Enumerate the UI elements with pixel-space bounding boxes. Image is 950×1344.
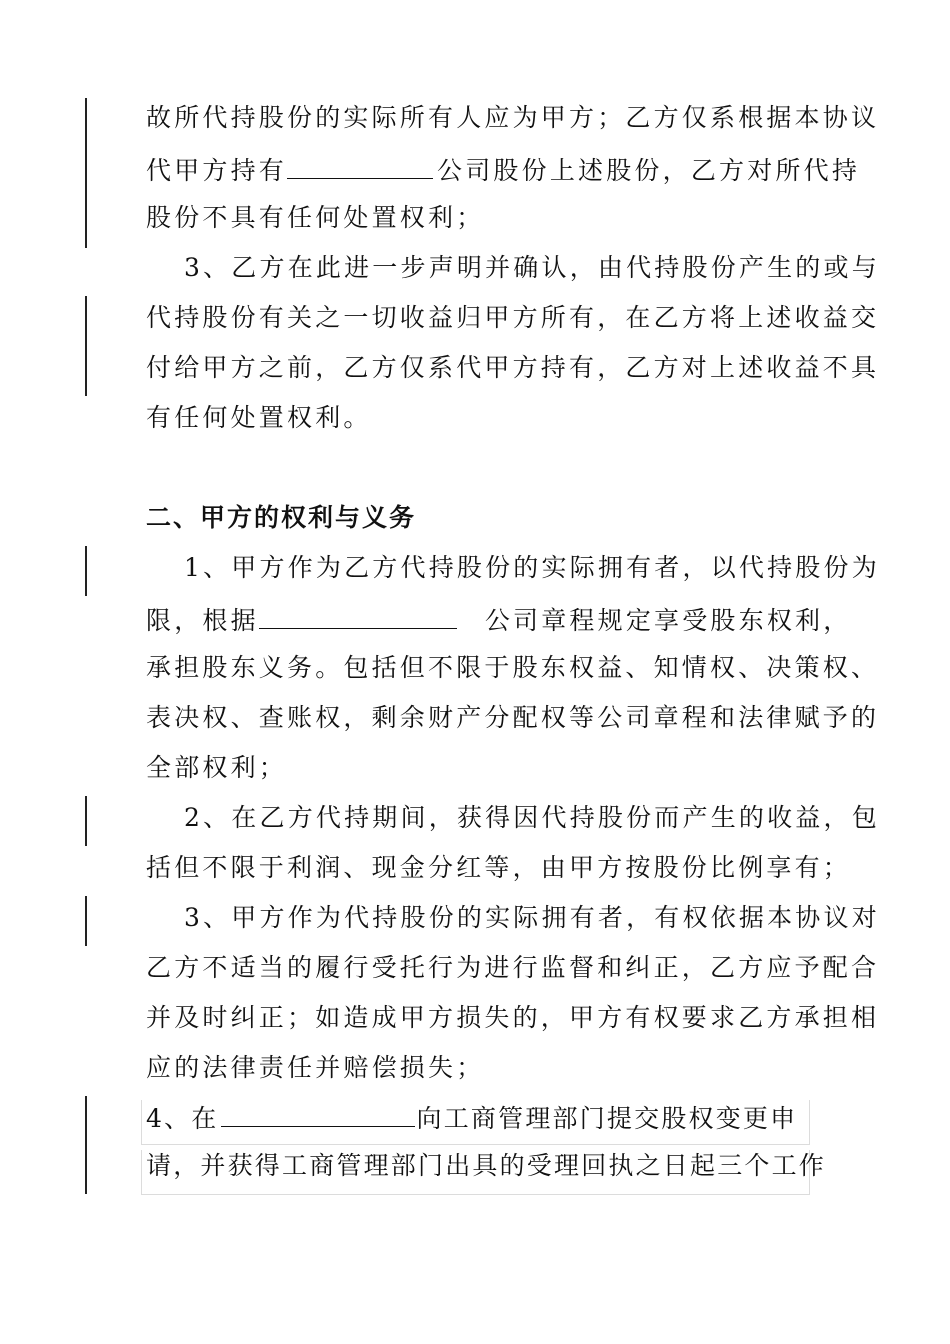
company-name-blank[interactable]: [287, 152, 433, 179]
paragraph-line: 股份不具有任何处置权利；: [146, 203, 485, 232]
paragraph-line: 括但不限于利润、现金分红等，由甲方按股份比例享有；: [146, 853, 852, 882]
line-text: 代甲方持有: [146, 156, 288, 185]
paragraph-line: 代持股份有关之一切收益归甲方所有，在乙方将上述收益交: [146, 303, 880, 332]
revision-bar: [85, 546, 87, 596]
revision-bar: [85, 1096, 87, 1194]
line-text: 向工商管理部门提交股权变更申: [416, 1104, 798, 1133]
paragraph-line: 2、在乙方代持期间，获得因代持股份而产生的收益，包: [184, 803, 880, 832]
revision-bar: [85, 296, 87, 396]
paragraph-line: 付给甲方之前，乙方仅系代甲方持有，乙方对上述收益不具: [146, 353, 880, 382]
paragraph-line: 3、乙方在此进一步声明并确认，由代持股份产生的或与: [184, 253, 880, 282]
paragraph-line: 故所代持股份的实际所有人应为甲方；乙方仅系根据本协议: [146, 103, 880, 132]
paragraph-line: 有任何处置权利。: [146, 403, 372, 432]
paragraph-line: 请，并获得工商管理部门出具的受理回执之日起三个工作: [146, 1151, 827, 1180]
paragraph-line: 1、甲方作为乙方代持股份的实际拥有者，以代持股份为: [184, 553, 880, 582]
date-blank[interactable]: [221, 1100, 415, 1127]
paragraph-line: 表决权、查账权，剩余财产分配权等公司章程和法律赋予的: [146, 703, 880, 732]
revision-bar: [85, 98, 87, 248]
line-text: 4、在: [146, 1104, 219, 1133]
paragraph-line: 乙方不适当的履行受托行为进行监督和纠正，乙方应予配合: [146, 953, 880, 982]
company-name-blank[interactable]: [259, 602, 457, 629]
paragraph-line: 全部权利；: [146, 753, 288, 782]
paragraph-line: 应的法律责任并赔偿损失；: [146, 1053, 485, 1082]
paragraph-line: [146, 1100, 826, 1135]
line-text: 公司章程规定享受股东权利，: [484, 606, 852, 635]
paragraph-line: 并及时纠正；如造成甲方损失的，甲方有权要求乙方承担相: [146, 1003, 880, 1032]
revision-bar: [85, 796, 87, 846]
paragraph-line: 承担股东义务。包括但不限于股东权益、知情权、决策权、: [146, 653, 880, 682]
paragraph-line: [146, 152, 861, 187]
paragraph-line: [146, 602, 852, 637]
revision-bar: [85, 896, 87, 946]
section-heading: 二、甲方的权利与义务: [146, 503, 417, 532]
paragraph-line: 3、甲方作为代持股份的实际拥有者，有权依据本协议对: [184, 903, 880, 932]
line-text: 限，根据: [146, 606, 259, 635]
line-text: 公司股份上述股份，乙方对所代持: [437, 156, 861, 185]
